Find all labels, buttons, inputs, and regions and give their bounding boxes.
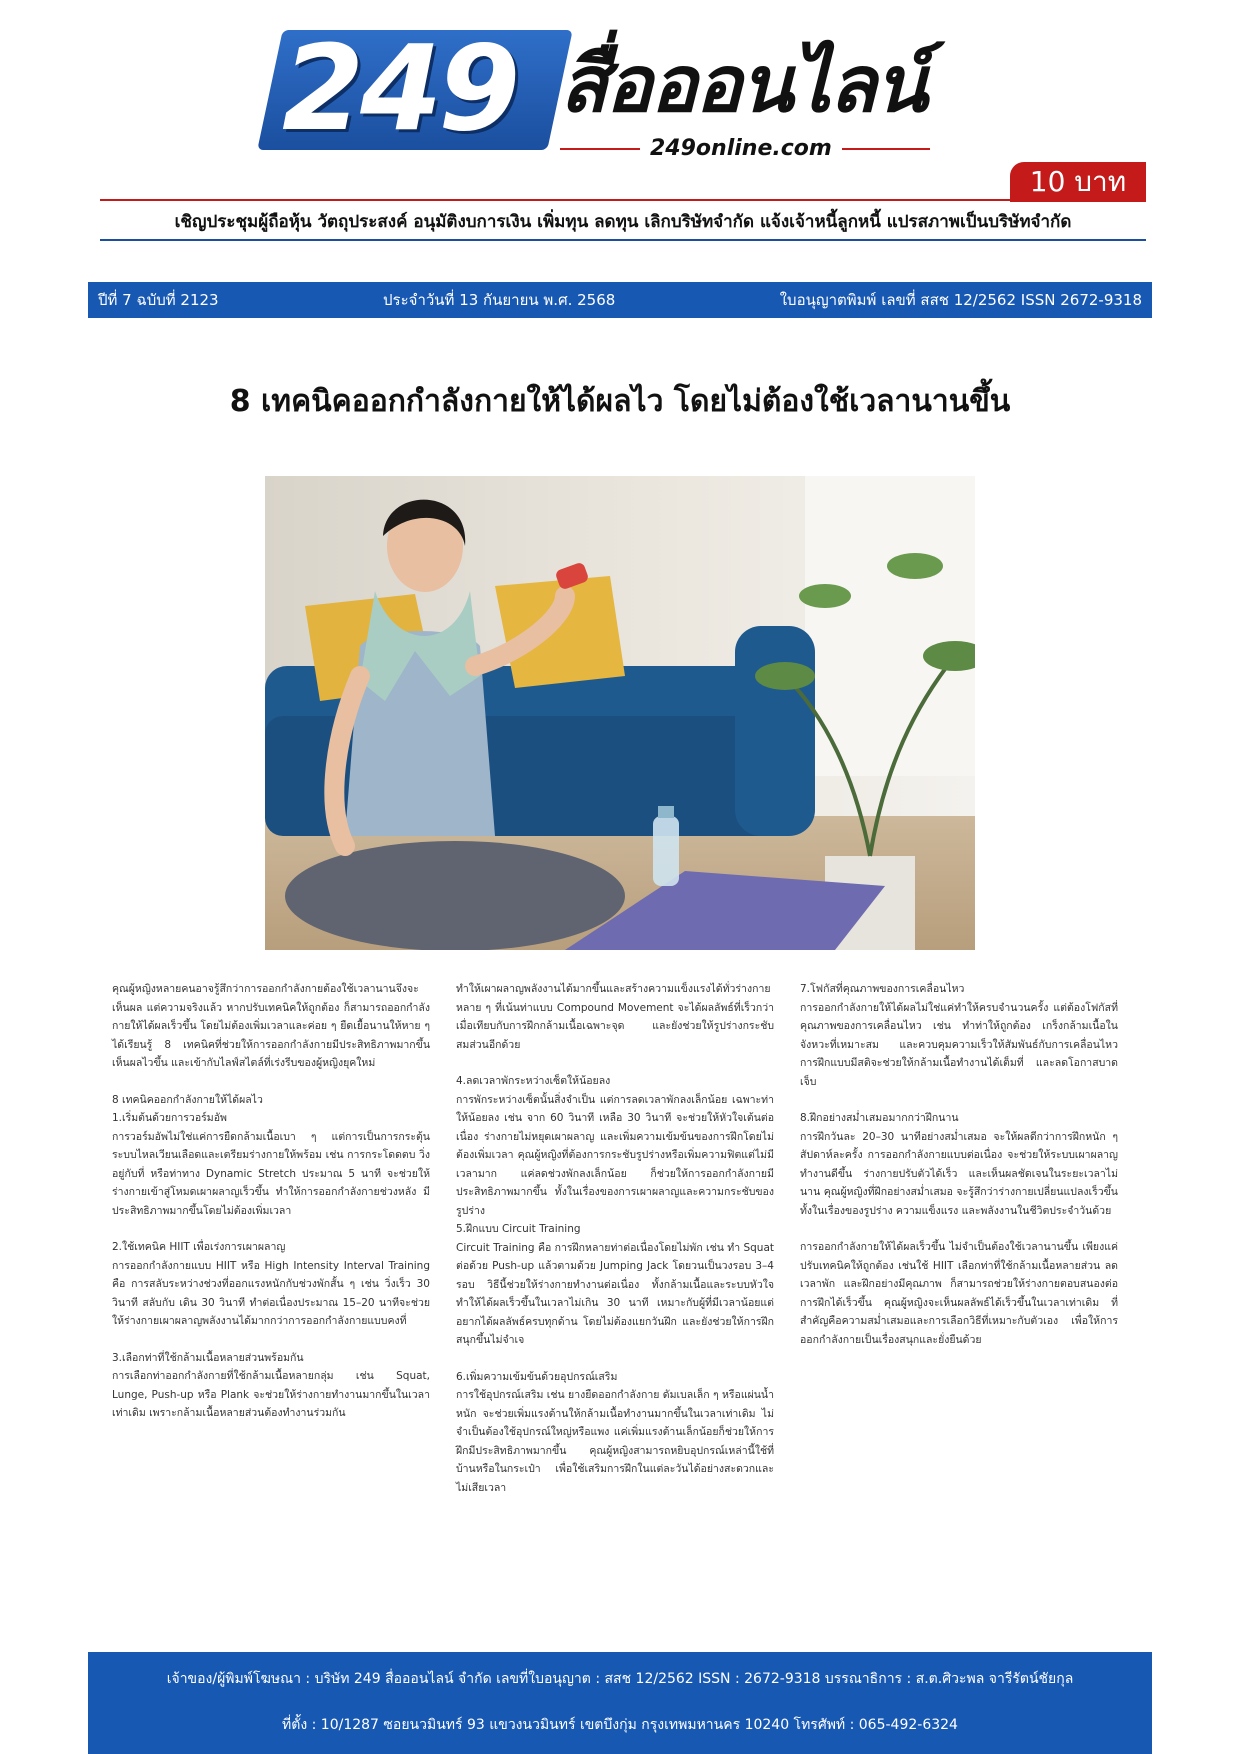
issue-number: ปีที่ 7 ฉบับที่ 2123	[98, 291, 219, 309]
logo-website: 249online.com	[640, 136, 842, 161]
article-headline: 8 เทคนิคออกกำลังกายให้ได้ผลไว โดยไม่ต้องใช้เวลานานขึ้น	[229, 384, 1011, 419]
paragraph: การออกกำลังกายแบบ HIIT หรือ High Intensity Interval Training คือ การสลับระหว่างช่วงที่ออกแรงหนักกับช่วงพักสั้น ๆ เช่น วิ่งเร็ว 30 วินาที สลับกับ เดิน 30 วินาที ทำต่อเนื่องประมาณ 15–20 นาทีจะช่วยให้ร่างกายเผาผลาญพลังงานได้มากกว่าการออกกำลังกายแบบคงที่	[112, 1259, 430, 1327]
section-heading: 4.ลดเวลาพักระหว่างเซ็ตให้น้อยลง	[456, 1075, 611, 1087]
logo-number: 249	[282, 19, 517, 157]
section-heading: 5.ฝึกแบบ Circuit Training	[456, 1223, 581, 1235]
paragraph: การใช้อุปกรณ์เสริม เช่น ยางยืดออกกำลังกาย ดัมเบลเล็ก ๆ หรือแผ่นน้ำหนัก จะช่วยเพิ่มแรงต้านให้กล้ามเนื้อทำงานมากขึ้นในเวลาเท่าเดิม ไม่จำเป็นต้องใช้อุปกรณ์ใหญ่หรือแพง แค่เพิ่มแรงต้านเล็กน้อยก็ช่วยให้การฝึกมีประสิทธิภาพมากขึ้น คุณผู้หญิงสามารถหยิบอุปกรณ์เหล่านี้ใช้ที่บ้านหรือในกระเป๋า เพื่อใช้เสริมการฝึกในแต่ละวันได้อย่างสะดวกและไม่เสียเวลา	[456, 1389, 774, 1494]
footer-address: ที่ตั้ง : 10/1287 ซอยนวมินทร์ 93 แขวงนวมินทร์ เขตบึงกุ่ม กรุงเทพมหานคร 10240 โทรศัพท์ : 065-492-6324	[282, 1717, 958, 1733]
divider-blue	[100, 239, 1146, 241]
section-heading: 3.เลือกท่าที่ใช้กล้ามเนื้อหลายส่วนพร้อมกัน	[112, 1351, 304, 1364]
issue-info-bar	[88, 282, 1152, 318]
section-heading: 8.ฝึกอย่างสม่ำเสมอมากกว่าฝึกนาน	[800, 1112, 959, 1124]
issue-date: ประจำวันที่ 13 กันยายน พ.ศ. 2568	[383, 291, 616, 309]
footer	[88, 1652, 1152, 1754]
section-heading: 2.ใช้เทคนิค HIIT เพื่อเร่งการเผาผลาญ	[112, 1241, 286, 1253]
paragraph: Circuit Training คือ การฝึกหลายท่าต่อเนื่องโดยไม่พัก เช่น ทำ Squat ต่อด้วย Push-up แล้วตามด้วย Jumping Jack โดยวนเป็นวงรอบ 3–4 รอบ วิธีนี้ช่วยให้ร่างกายทำงานต่อเนื่อง ทั้งกล้ามเนื้อและระบบหัวใจ ทำให้ได้ผลเร็วขึ้นในเวลาไม่เกิน 30 นาที เหมาะกับผู้ที่มีเวลาน้อยแต่อยากได้ผลลัพธ์ครบทุกด้าน โดยไม่ต้องแยกวันฝึก และยังช่วยให้การฝึกสนุกขึ้นไม่จำเจ	[456, 1241, 774, 1346]
divider-red	[100, 199, 1146, 201]
article-photo	[265, 476, 975, 950]
section-heading: 7.โฟกัสที่คุณภาพของการเคลื่อนไหว	[800, 983, 965, 995]
woman-exercising-illustration	[265, 476, 975, 950]
paragraph: การออกกำลังกายให้ได้ผลไม่ใช่แค่ทำให้ครบจำนวนครั้ง แต่ต้องโฟกัสที่คุณภาพของการเคลื่อนไหว เช่น ทำท่าให้ถูกต้อง เกร็งกล้ามเนื้อในจังหวะที่เหมาะสม และควบคุมความเร็วให้สัมพันธ์กับการเคลื่อนไหว การฝึกแบบมีสติจะช่วยให้กล้ามเนื้อทำงานได้เต็มที่ และลดโอกาสบาดเจ็บ	[800, 1001, 1118, 1088]
section-heading: 6.เพิ่มความเข้มข้นด้วยอุปกรณ์เสริม	[456, 1370, 618, 1383]
paragraph: การออกกำลังกายให้ได้ผลเร็วขึ้น ไม่จำเป็นต้องใช้เวลานานขึ้น เพียงแค่ปรับเทคนิคให้ถูกต้อง เช่นใช้ HIIT เลือกท่าที่ใช้กล้ามเนื้อหลายส่วน ลดเวลาพัก และฝึกอย่างมีคุณภาพ ก็สามารถช่วยให้ร่างกายตอบสนองต่อการฝึกได้เร็วขึ้น คุณผู้หญิงจะเห็นผลลัพธ์ได้เร็วขึ้นในเวลาเท่าเดิม ที่สำคัญคือความสม่ำเสมอและการเลือกวิธีที่เหมาะกับตัวเอง เพื่อให้การออกกำลังกายเป็นเรื่องสนุกและยั่งยืนด้วย	[800, 1241, 1118, 1346]
services-line: เชิญประชุมผู้ถือหุ้น วัตถุประสงค์ อนุมัติงบการเงิน เพิ่มทุน ลดทุน เลิกบริษัทจำกัด แจ้งเจ้าหนี้ลูกหนี้ แปรสภาพเป็นบริษัทจำกัด	[174, 212, 1072, 232]
section-heading: 8 เทคนิคออกกำลังกายให้ได้ผลไว	[112, 1093, 263, 1106]
article-column-3	[800, 980, 1118, 1367]
masthead	[270, 18, 970, 168]
paragraph: การฝึกวันละ 20–30 นาทีอย่างสม่ำเสมอ จะให้ผลดีกว่าการฝึกหนัก ๆ สัปดาห์ละครั้ง การออกกำลังกายแบบต่อเนื่อง จะช่วยให้ระบบเผาผลาญทำงานดีขึ้น ร่างกายปรับตัวได้เร็ว และเห็นผลชัดเจนในระยะเวลาไม่นาน คุณผู้หญิงที่ฝึกอย่างสม่ำเสมอ จะรู้สึกว่าร่างกายเปลี่ยนแปลงเร็วขึ้น ทั้งในเรื่องของรูปร่าง ความแข็งแรง และพลังงานในชีวิตประจำวันด้วย	[800, 1130, 1118, 1217]
section-heading: 1.เริ่มต้นด้วยการวอร์มอัพ	[112, 1112, 227, 1124]
paragraph: คุณผู้หญิงหลายคนอาจรู้สึกว่าการออกกำลังกายต้องใช้เวลานานจึงจะเห็นผล แต่ความจริงแล้ว หากปรับเทคนิคให้ถูกต้อง ก็สามารถออกกำลังกายให้ได้ผลเร็วขึ้น โดยไม่ต้องเพิ่มเวลาและค่อย ๆ ยืดเยื้อนานให้หาย ๆ ได้เรียนรู้ 8 เทคนิคที่ช่วยให้การออกกำลังกายมีประสิทธิภาพมากขึ้น เห็นผลไวขึ้น และเข้ากับไลฟ์สไตล์ที่เร่งรีบของผู้หญิงยุคใหม่	[112, 983, 430, 1069]
paragraph: การวอร์มอัพไม่ใช่แค่การยืดกล้ามเนื้อเบา ๆ แต่การเป็นการกระตุ้นระบบไหลเวียนเลือดและเตรียมร่างกายให้พร้อม เช่น การกระโดดตบ วิ่งอยู่กับที่ หรือท่าทาง Dynamic Stretch ประมาณ 5 นาที จะช่วยให้ร่างกายเข้าสู่โหมดเผาผลาญเร็วขึ้น ทำให้การออกกำลังกายช่วงหลัง มีประสิทธิภาพมากขึ้นโดยไม่ต้องเพิ่มเวลา	[112, 1130, 430, 1217]
price-tag: 10 บาท	[1010, 162, 1146, 202]
license-info: ใบอนุญาตพิมพ์ เลขที่ สสช 12/2562 ISSN 2672-9318	[779, 291, 1142, 309]
article-column-2	[456, 980, 774, 1515]
article-column-1	[112, 980, 430, 1441]
paragraph: ทำให้เผาผลาญพลังงานได้มากขึ้นและสร้างความแข็งแรงได้ทั่วร่างกาย หลาย ๆ ที่เน้นท่าแบบ Compound Movement จะได้ผลลัพธ์ที่เร็วกว่า เมื่อเทียบกับการฝึกกล้ามเนื้อเฉพาะจุด และยังช่วยให้รูปร่างกระชับสมส่วนอีกด้วย	[456, 983, 774, 1051]
article-body	[112, 980, 1132, 1610]
footer-publisher: เจ้าของ/ผู้พิมพ์โฆษณา : บริษัท 249 สื่อออนไลน์ จำกัด เลขที่ใบอนุญาต : สสช 12/2562 ISSN : 2672-9318 บรรณาธิการ : ส.ต.ศิวะพล จารีรัตน์ชัยกุล	[166, 1671, 1074, 1687]
paragraph: การพักระหว่างเซ็ตนั้นสิ่งจำเป็น แต่การลดเวลาพักลงเล็กน้อย เฉพาะท่าให้น้อยลง เช่น จาก 60 วินาที เหลือ 30 วินาที จะช่วยให้หัวใจเต้นต่อเนื่อง ร่างกายไม่หยุดเผาผลาญ และเพิ่มความเข้มข้นของการฝึกโดยไม่ต้องเพิ่มเวลา คุณผู้หญิงที่ต้องการกระชับรูปร่างหรือเพิ่มความฟิตแต่ไม่มีเวลามาก แค่ลดช่วงพักลงเล็กน้อย ก็ช่วยให้การออกกำลังกายมีประสิทธิภาพมากขึ้น ทั้งในเรื่องของการเผาผลาญและความกระชับของรูปร่าง	[456, 1093, 774, 1217]
paragraph: การเลือกท่าออกกำลังกายที่ใช้กล้ามเนื้อหลายกลุ่ม เช่น Squat, Lunge, Push-up หรือ Plank จะช่วยให้ร่างกายทำงานมากขึ้นในเวลาเท่าเดิม เพราะกล้ามเนื้อหลายส่วนต้องทำงานร่วมกัน	[112, 1370, 430, 1419]
logo-thai-wordmark: สื่อออนไลน์	[560, 40, 926, 130]
